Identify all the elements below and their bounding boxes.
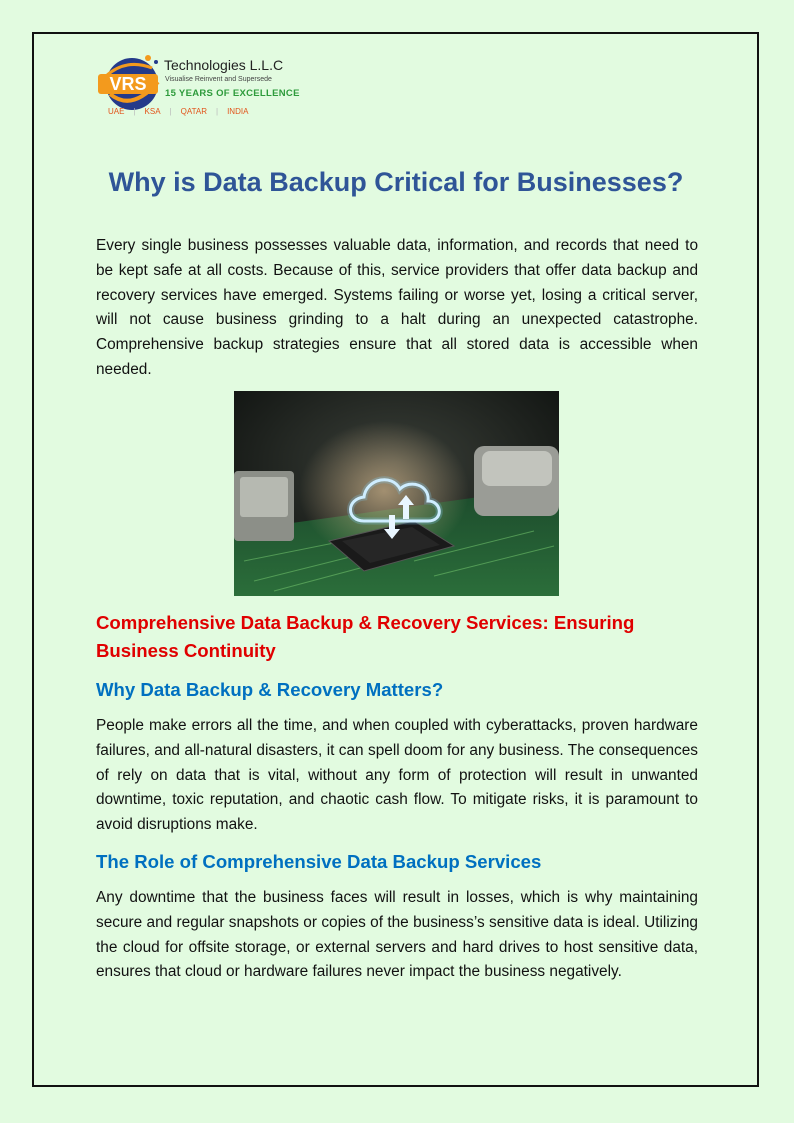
region-ksa: KSA (144, 107, 161, 116)
why-backup-matters-paragraph: People make errors all the time, and when coupled with cyberattacks, proven hardware failures, and all-natural disasters, it can spell doom for any business. The consequences of rely on data that is vital, without any form of protection will result in unwanted downtime, toxic reputation, and chaotic cash flow. To mitigate risks, it is paramount to avoid disruptions make. (96, 717, 698, 834)
region-india: INDIA (227, 107, 249, 116)
subheading-role-of-backup-services: The Role of Comprehensive Data Backup Services (96, 851, 542, 872)
page-title: Why is Data Backup Critical for Businesses? (108, 167, 684, 197)
vrs-globe-logo-icon (96, 52, 162, 114)
cloud-circuit-illustration (234, 391, 559, 596)
role-of-backup-services-paragraph: Any downtime that the business faces will result in losses, which is why maintaining secure and regular snapshots or copies of the business’s sensitive data is ideal. Utilizing the cloud for offsite storage, or external servers and hard drives to host sensitive data, ensures that cloud or hardware failures never impact the business negatively. (96, 889, 698, 981)
logo-excellence: 15 YEARS OF EXCELLENCE (165, 88, 300, 99)
region-uae: UAE (108, 107, 125, 116)
section-heading: Comprehensive Data Backup & Recovery Services: Ensuring Business Continuity (96, 612, 635, 661)
intro-paragraph: Every single business possesses valuable data, information, and records that need to be kept safe at all costs. Because of this, service providers that offer data backup and recovery services have emerged. Systems failing or worse yet, losing a critical server, will not cause business grinding to a halt during an unexpected catastrophe. Comprehensive backup strategies ensure that all stored data is accessible when needed. (96, 237, 698, 378)
subheading-why-backup-matters: Why Data Backup & Recovery Matters? (96, 679, 444, 700)
logo-monogram: VRS (109, 74, 147, 94)
logo-regions: UAE | KSA | QATAR | INDIA (108, 107, 249, 116)
region-qatar: QATAR (180, 107, 207, 116)
company-logo (96, 50, 326, 122)
logo-tagline: Visualise Reinvent and Supersede (165, 76, 272, 83)
logo-company-name: Technologies L.L.C (164, 57, 284, 73)
